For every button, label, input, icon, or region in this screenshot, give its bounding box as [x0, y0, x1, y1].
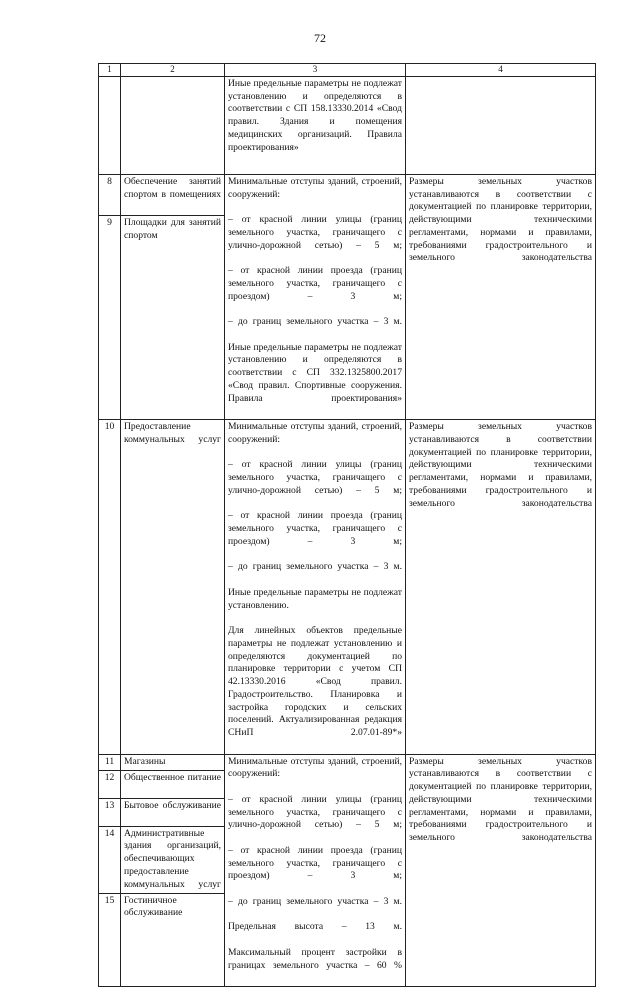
- row-number: 11: [104, 755, 115, 767]
- row-number: 13: [104, 799, 115, 811]
- parameter-text: Иные предельные параметры не подлежат установлению и определяются в соответствии с СП 332.1325800.2017 «Свод правил. Спортивные сооружения. Правила проектирования»: [228, 341, 402, 404]
- parameter-text: – от красной линии улицы (границ земельного участка, граничащего с улично-дорожной сетью) – 5 м;: [228, 214, 402, 251]
- use-type-label: Площадки для занятий спортом: [124, 216, 221, 241]
- use-type-label: Магазины: [124, 755, 166, 767]
- use-type-label: Предоставление коммунальных услуг: [124, 421, 221, 445]
- parameter-text: Минимальные отступы зданий, строений, сооружений:: [228, 175, 402, 200]
- page-number: 72: [314, 31, 326, 45]
- parameter-text: – от красной линии проезда (границ земельного участка, граничащего с проездом) – 3 м;: [228, 265, 402, 302]
- parameter-text: Минимальные отступы зданий, строений, сооружений:: [228, 755, 402, 780]
- row-number: 15: [104, 894, 115, 906]
- table-row: [99, 76, 596, 174]
- row-number-cell: [99, 420, 121, 755]
- plot-size-text: Размеры земельных участков устанавливаются в соответствии с документацией по планировке территории, действующими техническими регламентами, нормами и правилами, требованиями градостроительного и земельного законодательства: [409, 175, 592, 264]
- regulations-table: [98, 63, 596, 987]
- plot-size-cell: [406, 420, 596, 755]
- use-type-cell: [121, 76, 225, 174]
- row-number-cell: [99, 174, 121, 419]
- plot-size-text: Размеры земельных участков устанавливаются в соответствии с документацией по планировке территории, действующими техническими регламентами, нормами и правилами, требованиями градостроительного и земельного законодательства: [409, 755, 592, 844]
- parameter-text: Иные предельные параметры не подлежат установлению и определяются в соответствии с СП 158.13330.2014 «Свод правил. Здания и помещения медицинских организаций. Правила проектирования»: [228, 77, 402, 153]
- row-number: 8: [107, 175, 112, 187]
- plot-size-cell: [406, 754, 596, 987]
- parameters-cell: [225, 174, 406, 419]
- use-type-cell: [121, 174, 225, 419]
- plot-size-cell: [406, 76, 596, 174]
- parameter-text: Для линейных объектов предельные параметры не подлежат установлению и определяются документацией по планировке территории с учетом СП 42.13330.2016 «Свод правил. Градостроительство. Планировка и застройка городских и сельских поселений. Актуализированная редакция СНиП 2.07.01-89*»: [228, 625, 402, 739]
- row-number: 10: [104, 421, 115, 433]
- header-col-4: 4: [406, 64, 596, 77]
- parameter-text: – до границ земельного участка – 3 м.: [228, 561, 402, 573]
- table-row: [99, 174, 596, 419]
- table-row: [99, 754, 596, 987]
- plot-size-cell: [406, 174, 596, 419]
- header-col-1: 1: [99, 64, 121, 77]
- use-type-label: Бытовое обслуживание: [124, 799, 221, 811]
- use-type-cell: [121, 754, 225, 987]
- row-number-cell: [99, 76, 121, 174]
- parameter-text: Иные предельные параметры не подлежат установлению.: [228, 586, 402, 611]
- row-number: 12: [104, 771, 115, 783]
- use-type-label: Общественное питание: [124, 771, 221, 783]
- parameter-text: Минимальные отступы зданий, строений, сооружений:: [228, 421, 402, 445]
- header-col-2: 2: [121, 64, 225, 77]
- parameter-text: – от красной линии улицы (границ земельного участка, граничащего с улично-дорожной сетью) – 5 м;: [228, 793, 402, 831]
- use-type-label: Обеспечение занятий спортом в помещениях: [124, 175, 221, 200]
- parameters-cell: [225, 754, 406, 987]
- parameter-text: Максимальный процент застройки в границах земельного участка – 60 %: [228, 946, 402, 971]
- parameter-text: – от красной линии проезда (границ земельного участка, граничащего с проездом) – 3 м;: [228, 844, 402, 882]
- parameters-cell: [225, 420, 406, 755]
- header-col-3: 3: [225, 64, 406, 77]
- parameter-text: – до границ земельного участка – 3 м.: [228, 895, 402, 907]
- parameter-text: Предельная высота – 13 м.: [228, 921, 402, 933]
- table-row: [99, 420, 596, 755]
- row-number: 9: [107, 216, 112, 228]
- parameter-text: – до границ земельного участка – 3 м.: [228, 316, 402, 328]
- use-type-cell: [121, 420, 225, 755]
- row-number-cell: [99, 754, 121, 987]
- use-type-label: Гостиничное обслуживание: [124, 894, 183, 919]
- row-number: 14: [104, 827, 115, 839]
- plot-size-text: Размеры земельных участков устанавливаются в соответствии документацией по планировке территории, действующими техническими регламентами, нормами и правилами, требованиями градостроительного и земельного законодательства: [409, 421, 592, 509]
- parameter-text: – от красной линии проезда (границ земельного участка, граничащего с проездом) – 3 м;: [228, 510, 402, 547]
- parameters-cell: [225, 76, 406, 174]
- table-header-row: [99, 64, 596, 77]
- use-type-label: Административные здания организаций, обеспечивающих предоставление коммунальных услуг: [124, 827, 221, 890]
- parameter-text: – от красной линии улицы (границ земельного участка, граничащего с улично-дорожной сетью) – 5 м;: [228, 459, 402, 496]
